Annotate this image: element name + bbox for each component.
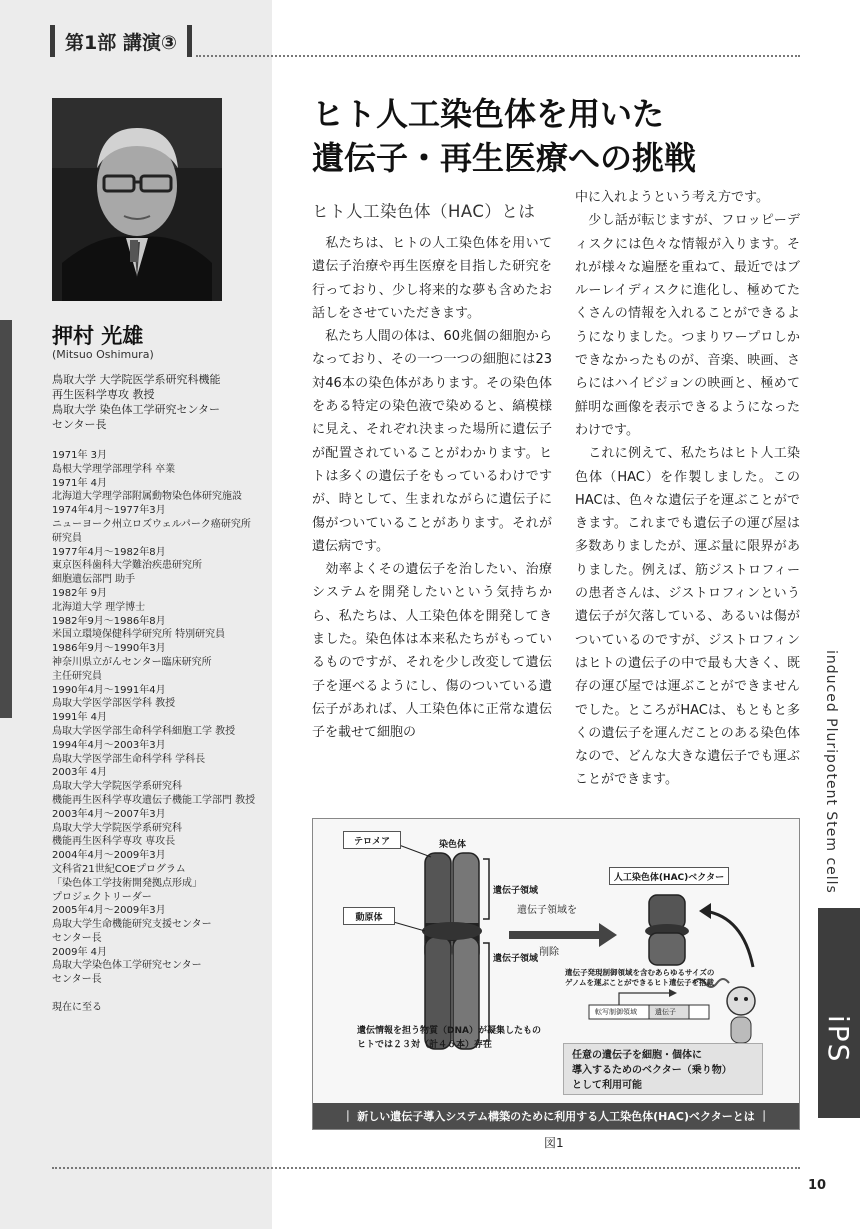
body-column-right [575, 186, 800, 792]
speaker-career [52, 449, 267, 1015]
career-line: 北海道大学理学部附属動物染色体研究施設 [52, 491, 242, 503]
body-paragraph: 少し話が転じますが、フロッピーディスクには色々な情報が入ります。それが様々な遍歴を重ねて、最近ではブルーレイディスクに進化し、極めてたくさんの情報を入れることができるようになりました。つまりワープロしかできなかったものが、音楽、映画、さらにはハイビジョンの映画と、極めて鮮明な画像を表示できるようになったわけです。 [575, 213, 800, 438]
career-line: 研究員 [52, 532, 82, 544]
figure-dna-note: 遺伝情報を担う物質（DNA）が凝集したもの [357, 1026, 541, 1036]
section-tag [50, 24, 192, 58]
article-title [312, 92, 812, 180]
career-line: 島根大学理学部理学科 卒業 [52, 463, 176, 475]
body-paragraph: 私たち人間の体は、60兆個の細胞からなっており、その一つ一つの細胞には23対46本の染色体があります。その染色体をある特定の染色液で染めると、縞模様に見え、それぞれ決まった場所に遺伝子が配置されていることがわかります。ヒトは多くの遺伝子をもっているわけですが、時として、生まれながらに遺伝子に傷がついていることがあります。それが遺伝病です。 [312, 329, 552, 554]
article-subheading: ヒト人工染色体（HAC）とは [312, 202, 536, 221]
figure-hac-vector-label: 人工染色体(HAC)ベクター [609, 867, 729, 885]
speaker-name-en: (Mitsuo Oshimura) [52, 348, 154, 361]
title-line: ヒト人工染色体を用いた [312, 95, 665, 133]
career-line: 鳥取大学医学部生命科学科 学科長 [52, 753, 206, 765]
career-line: センター長 [52, 932, 102, 944]
title-line: 遺伝子・再生医療への挑戦 [312, 139, 697, 177]
body-column-left [312, 232, 552, 745]
career-line: 1982年9月～1986年8月 [52, 615, 166, 627]
career-line: 2004年4月～2009年3月 [52, 850, 166, 862]
career-line: 1991年 4月 [52, 712, 107, 724]
affiliation-line: センター長 [52, 418, 107, 431]
career-line: 北海道大学 理学博士 [52, 601, 146, 613]
benefit-line: 任意の遺伝子を細胞・個体に [572, 1050, 702, 1061]
benefit-line: 導入するためのベクター（乗り物） [572, 1065, 732, 1076]
career-line: 1974年4月～1977年3月 [52, 505, 166, 517]
career-line: 東京医科歯科大学難治疾患研究所 [52, 560, 202, 572]
figure-regulator-label: 転写制御領域 [595, 1008, 637, 1016]
figure-centromere-label: 動原体 [343, 907, 395, 925]
affiliation-line: 鳥取大学 染色体工学研究センター [52, 403, 221, 416]
career-line: 現在に至る [52, 1001, 102, 1013]
header-divider [196, 55, 800, 57]
career-line: 鳥取大学医学部医学科 教授 [52, 698, 176, 710]
career-line: 機能再生医科学専攻 専攻長 [52, 836, 176, 848]
tag-bar-right [187, 25, 192, 57]
career-line: 鳥取大学大学院医学系研究科 [52, 781, 182, 793]
career-line: 2005年4月～2009年3月 [52, 905, 166, 917]
figure-chromosome-label: 染色体 [439, 840, 467, 850]
figure-gene-label: 遺伝子 [655, 1008, 676, 1016]
career-line: 鳥取大学大学院医学系研究科 [52, 822, 182, 834]
career-line: 2003年 4月 [52, 767, 107, 779]
figure-caption-bar: ｜ 新しい遺伝子導入システム構築のために利用する人工染色体(HAC)ベクターとは ｜ [313, 1103, 799, 1129]
portrait-image [52, 98, 222, 301]
figure-capability-line: ゲノムを運ぶことができるヒト遺伝子を搭載 [565, 978, 714, 987]
body-paragraph: 効率よくその遺伝子を治したい、治療システムを開発したいという気持ちから、私たちは、人工染色体を開発してきました。染色体は本来私たちがもっているものですが、それを少し改変して遺伝子を運べるようにし、傷のついている遺伝子があれば、人工染色体に正常な遺伝子を載せて細胞の [312, 562, 552, 741]
career-line: 機能再生医科学専攻遺伝子機能工学部門 教授 [52, 794, 256, 806]
figure-dna-note: ヒトでは２３対（計４６本）存在 [357, 1040, 493, 1050]
ips-side-tab [818, 908, 860, 1118]
career-line: 1977年4月～1982年8月 [52, 546, 166, 558]
career-line: センター長 [52, 974, 102, 986]
speaker-name: 押村 光雄 [52, 324, 144, 348]
career-line: ニューヨーク州立ロズウェルパーク癌研究所 [52, 518, 251, 530]
career-line: 1971年 4月 [52, 477, 107, 489]
sidebar-accent-bar [0, 320, 12, 718]
page-number: 10 [808, 1178, 827, 1193]
body-paragraph: 中に入れようという考え方です。 [575, 190, 769, 205]
ips-tab-label: iPS [822, 1015, 855, 1064]
figure-delete-label-bottom: 削除 [539, 947, 559, 958]
career-line: 1971年 3月 [52, 450, 107, 461]
side-vertical-label: induced Pluripotent Stem cells [823, 650, 839, 894]
figure-benefit-note [563, 1043, 763, 1095]
career-line: 1990年4月～1991年4月 [52, 684, 166, 696]
affiliation-line: 鳥取大学 大学院医学系研究科機能 [52, 373, 221, 386]
affiliation-line: 再生医科学専攻 教授 [52, 388, 155, 401]
career-line: 1994年4月～2003年3月 [52, 739, 166, 751]
footer-divider [52, 1167, 800, 1169]
figure-gene-region-top: 遺伝子領域 [493, 886, 539, 896]
career-line: 鳥取大学医学部生命科学科細胞工学 教授 [52, 725, 236, 737]
figure-telomere-label: テロメア [343, 831, 401, 849]
figure-delete-label-top: 遺伝子領域を [517, 905, 577, 916]
career-line: 2009年 4月 [52, 946, 107, 958]
career-line: 2003年4月～2007年3月 [52, 808, 166, 820]
body-paragraph: 私たちは、ヒトの人工染色体を用いて遺伝子治療や再生医療を目指した研究を行っており、少し将来的な夢も含めたお話しをさせていただきます。 [312, 236, 552, 321]
career-line: 文科省21世紀COEプログラム [52, 863, 186, 875]
career-line: 鳥取大学染色体工学研究センター [52, 960, 202, 972]
career-line: 神奈川県立がんセンター臨床研究所 [52, 656, 212, 668]
career-line: 「染色体工学技術開発拠点形成」 [52, 877, 202, 889]
figure-hac-vector [312, 818, 800, 1130]
speaker-portrait [52, 98, 222, 301]
career-line [52, 987, 267, 1001]
career-line: 細胞遺伝部門 助手 [52, 574, 136, 586]
career-line: プロジェクトリーダー [52, 891, 152, 903]
career-line: 1982年 9月 [52, 587, 107, 599]
speaker-affiliation [52, 372, 267, 432]
career-line: 鳥取大学生命機能研究支援センター [52, 919, 212, 931]
figure-capability-line: 遺伝子発現制御領域を含むあらゆるサイズの [565, 968, 715, 977]
tag-bar-left [50, 25, 55, 57]
career-line: 米国立環境保健科学研究所 特別研究員 [52, 629, 226, 641]
benefit-line: として利用可能 [572, 1080, 642, 1091]
figure-gene-region-bottom: 遺伝子領域 [493, 954, 539, 964]
career-line: 1986年9月～1990年3月 [52, 643, 166, 655]
figure-number: 図1 [544, 1136, 564, 1150]
body-paragraph: これに例えて、私たちはヒト人工染色体（HAC）を作製しました。このHACは、色々な遺伝子を運ぶことができます。これまでも遺伝子の運び屋は多数ありましたが、運ぶ量に限界がありました。例えば、筋ジストロフィーの患者さんは、ジストロフィンという遺伝子が欠落している、あるいは傷がついているのですが、ジストロフィンはヒトの遺伝子の中で最も大きく、既存の運び屋では運ぶことができませんでした。ところがHACは、もともと多くの遺伝子を運んだことのある染色体なので、どんな大きな遺伝子でも運ぶことができます。 [575, 446, 800, 788]
career-line: 主任研究員 [52, 670, 102, 682]
section-label: 第1部 講演③ [65, 31, 177, 54]
